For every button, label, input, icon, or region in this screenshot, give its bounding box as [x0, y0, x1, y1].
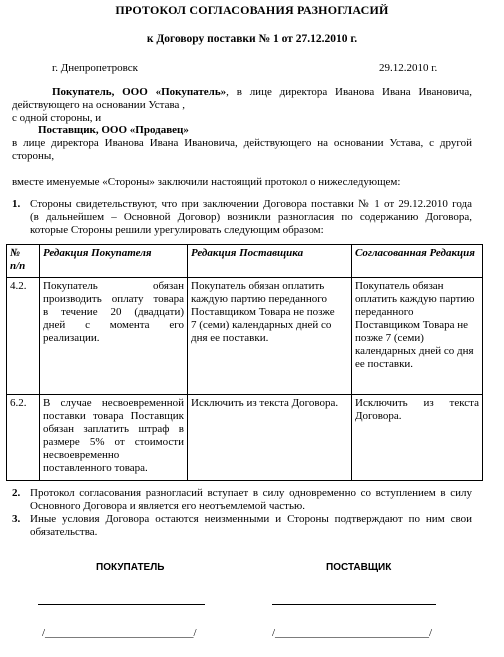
item-1-line-2: (в дальнейшем – Основной Договор) возникли разногласия по содержанию Договора,: [30, 211, 472, 223]
header-number-line-1: №: [10, 247, 21, 259]
supplier-edition-cell: [188, 278, 352, 395]
cell-line: в течение 20 (двадцати): [43, 306, 184, 318]
cell-line: В случае несвоевременной: [43, 397, 184, 409]
table-row: [7, 278, 483, 395]
cell-line: обязан заплатить штраф в: [43, 423, 184, 435]
cell-line: Покупатель обязан: [43, 280, 184, 292]
signature-buyer-line: [38, 604, 205, 605]
signature-buyer-label: ПОКУПАТЕЛЬ: [96, 562, 165, 573]
buyer-line-2: действующего на основании Устава ,: [12, 99, 185, 111]
buyer-name: Покупатель, ООО «Покупатель»: [52, 86, 227, 98]
cell-line: дней с момента его: [43, 319, 184, 331]
item-2-number: 2.: [12, 487, 21, 499]
cell-line: Поставщиком Товара не: [355, 319, 468, 331]
signature-supplier-line: [272, 604, 436, 605]
buyer-edition-cell: [40, 395, 188, 481]
supplier-line-1: в лице директора Иванова Ивана Ивановича, действующего на основании Устава, с другой: [12, 137, 472, 149]
item-1-line-1: Стороны свидетельствуют, что при заключении Договора поставки № 1 от 29.12.2010 года: [30, 198, 472, 210]
together-line: вместе именуемые «Стороны» заключили настоящий протокол о нижеследующем:: [12, 176, 401, 188]
item-2-line-2: Основного Договора и является его неотъемлемой частью.: [30, 500, 305, 512]
signature-supplier-slot: /____________________________/: [272, 627, 433, 639]
document-subtitle: к Договору поставки № 1 от 27.12.2010 г.: [146, 33, 358, 45]
row-number: 6.2.: [7, 395, 40, 481]
cell-line: ее поставки.: [355, 358, 414, 370]
cell-line: Покупатель обязан оплатить: [191, 280, 325, 292]
item-3-line-2: обязательства.: [30, 526, 98, 538]
cell-line: реализации.: [43, 332, 100, 344]
agreed-edition-cell: [352, 278, 483, 395]
cell-line: поставленного товара.: [43, 462, 148, 474]
supplier-name: Поставщик, ООО «Продавец»: [38, 124, 189, 136]
cell-line: Поставщиком Товара не позже: [191, 306, 335, 318]
item-3-line-1: Иные условия Договора остаются неизменными и Стороны подтверждают по ним свои: [30, 513, 472, 525]
cell-line: поставки товара Поставщик: [43, 410, 184, 422]
header-number: [7, 245, 40, 278]
row-number: 4.2.: [7, 278, 40, 395]
item-1-line-3: которые Стороны решили урегулировать следующим образом:: [30, 224, 324, 236]
signature-supplier-label: ПОСТАВЩИК: [326, 562, 392, 573]
header-buyer-edition: Редакция Покупателя: [40, 245, 188, 278]
cell-line: несвоевременно: [43, 449, 120, 461]
cell-line: переданного: [355, 306, 414, 318]
item-3-number: 3.: [12, 513, 21, 525]
cell-line: Исключить из текста Договора.: [191, 397, 339, 409]
buyer-edition-cell: [40, 278, 188, 395]
cell-line: календарных дней со дня: [355, 345, 474, 357]
cell-line: Договора.: [355, 410, 402, 422]
cell-line: Исключить из текста: [355, 397, 479, 409]
table-header-row: [7, 245, 483, 278]
disagreement-table: [6, 244, 483, 481]
buyer-line-1: [52, 86, 472, 99]
cell-line: дня ее поставки.: [191, 332, 269, 344]
document-title: ПРОТОКОЛ СОГЛАСОВАНИЯ РАЗНОГЛАСИЙ: [115, 3, 389, 17]
buyer-line-3: с одной стороны, и: [12, 112, 102, 124]
table-row: [7, 395, 483, 481]
city-label: г. Днепропетровск: [52, 62, 138, 74]
cell-line: Покупатель обязан: [355, 280, 444, 292]
cell-line: 7 (семи) календарных дней со: [191, 319, 332, 331]
agreed-edition-cell: [352, 395, 483, 481]
signature-buyer-slot: /___________________________/: [42, 627, 197, 639]
cell-line: размере 5% от стоимости: [43, 436, 184, 448]
buyer-line-1-rest: , в лице директора Иванова Ивана Ивановича,: [226, 86, 472, 98]
supplier-edition-cell: [188, 395, 352, 481]
supplier-line-2: стороны,: [12, 150, 55, 162]
cell-line: производить оплату товара: [43, 293, 184, 305]
header-number-line-2: п/п: [10, 260, 26, 272]
header-supplier-edition: Редакция Поставщика: [188, 245, 352, 278]
item-1-number: 1.: [12, 198, 21, 210]
date-label: 29.12.2010 г.: [379, 62, 438, 74]
cell-line: позже 7 (семи): [355, 332, 424, 344]
header-agreed-edition: Согласованная Редакция: [352, 245, 483, 278]
cell-line: каждую партию переданного: [191, 293, 328, 305]
item-2-line-1: Протокол согласования разногласий вступает в силу одновременно со вступлением в силу: [30, 487, 472, 499]
cell-line: оплатить каждую партию: [355, 293, 475, 305]
